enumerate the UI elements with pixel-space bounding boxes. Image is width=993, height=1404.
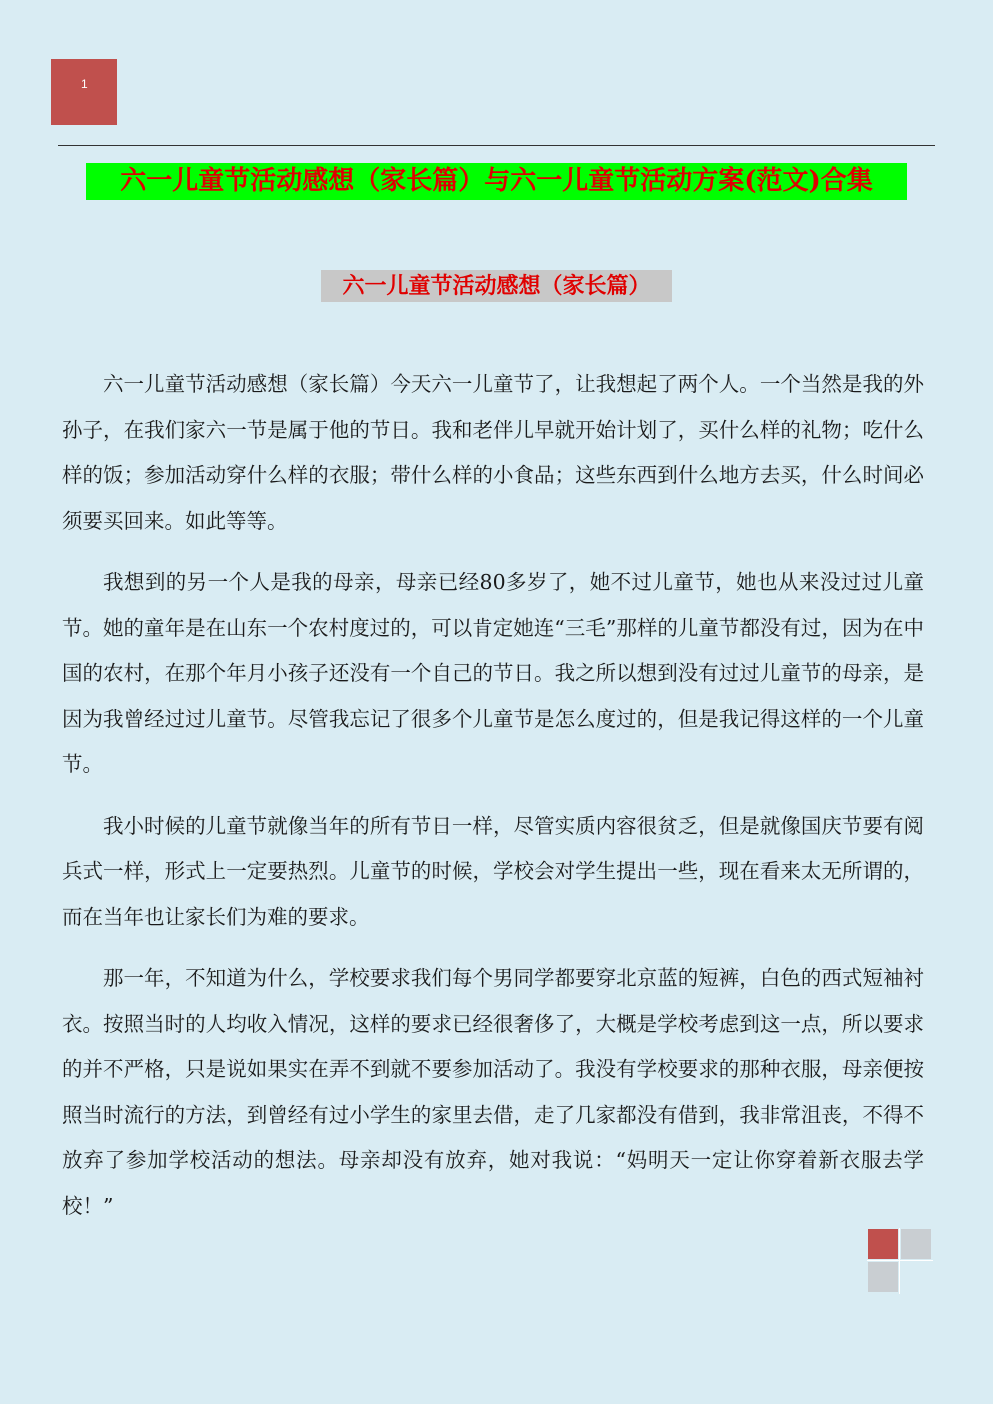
page-number: 1 [81,77,88,91]
paragraph: 那一年，不知道为什么，学校要求我们每个男同学都要穿北京蓝的短裤，白色的西式短袖衬衣。按照当时的人均收入情况，这样的要求已经很奢侈了，大概是学校考虑到这一点，所以要求的并不严格，只是说如果实在弄不到就不要参加活动了。我没有学校要求的那种衣服，母亲便按照当时流行的方法，到曾经有过小学生的家里去借，走了几家都没有借到，我非常沮丧，不得不放弃了参加学校活动的想法。母亲却没有放弃，她对我说：“妈明天一定让你穿着新衣服去学校！” [62,966,924,1218]
paragraph: 我想到的另一个人是我的母亲，母亲已经80多岁了，她不过儿童节，她也从来没过过儿童节。她的童年是在山东一个农村度过的，可以肯定她连“三毛”那样的儿童节都没有过，因为在中国的农村，在那个年月小孩子还没有一个自己的节日。我之所以想到没有过过儿童节的母亲，是因为我曾经过过儿童节。尽管我忘记了很多个儿童节是怎么度过的，但是我记得这样的一个儿童节。 [62,570,924,776]
decor-square-gray [901,1229,931,1259]
section-heading: 六一儿童节活动感想（家长篇） [321,270,672,302]
page-number-badge [51,59,117,125]
decor-square-red [868,1229,898,1259]
corner-decoration [867,1228,933,1294]
article-body [62,362,924,1245]
decor-line [867,1260,933,1261]
decor-square-gray [868,1262,898,1292]
paragraph: 六一儿童节活动感想（家长篇）今天六一儿童节了，让我想起了两个人。一个当然是我的外孙子，在我们家六一节是属于他的节日。我和老伴儿早就开始计划了，买什么样的礼物；吃什么样的饭；参加活动穿什么样的衣服；带什么样的小食品；这些东西到什么地方去买，什么时间必须要买回来。如此等等。 [62,372,924,533]
decor-line [899,1228,900,1294]
paragraph: 我小时候的儿童节就像当年的所有节日一样，尽管实质内容很贫乏，但是就像国庆节要有阅兵式一样，形式上一定要热烈。儿童节的时候，学校会对学生提出一些，现在看来太无所谓的，而在当年也让家长们为难的要求。 [62,813,924,929]
header-divider [58,145,935,146]
document-title: 六一儿童节活动感想（家长篇）与六一儿童节活动方案(范文)合集 [86,163,907,200]
